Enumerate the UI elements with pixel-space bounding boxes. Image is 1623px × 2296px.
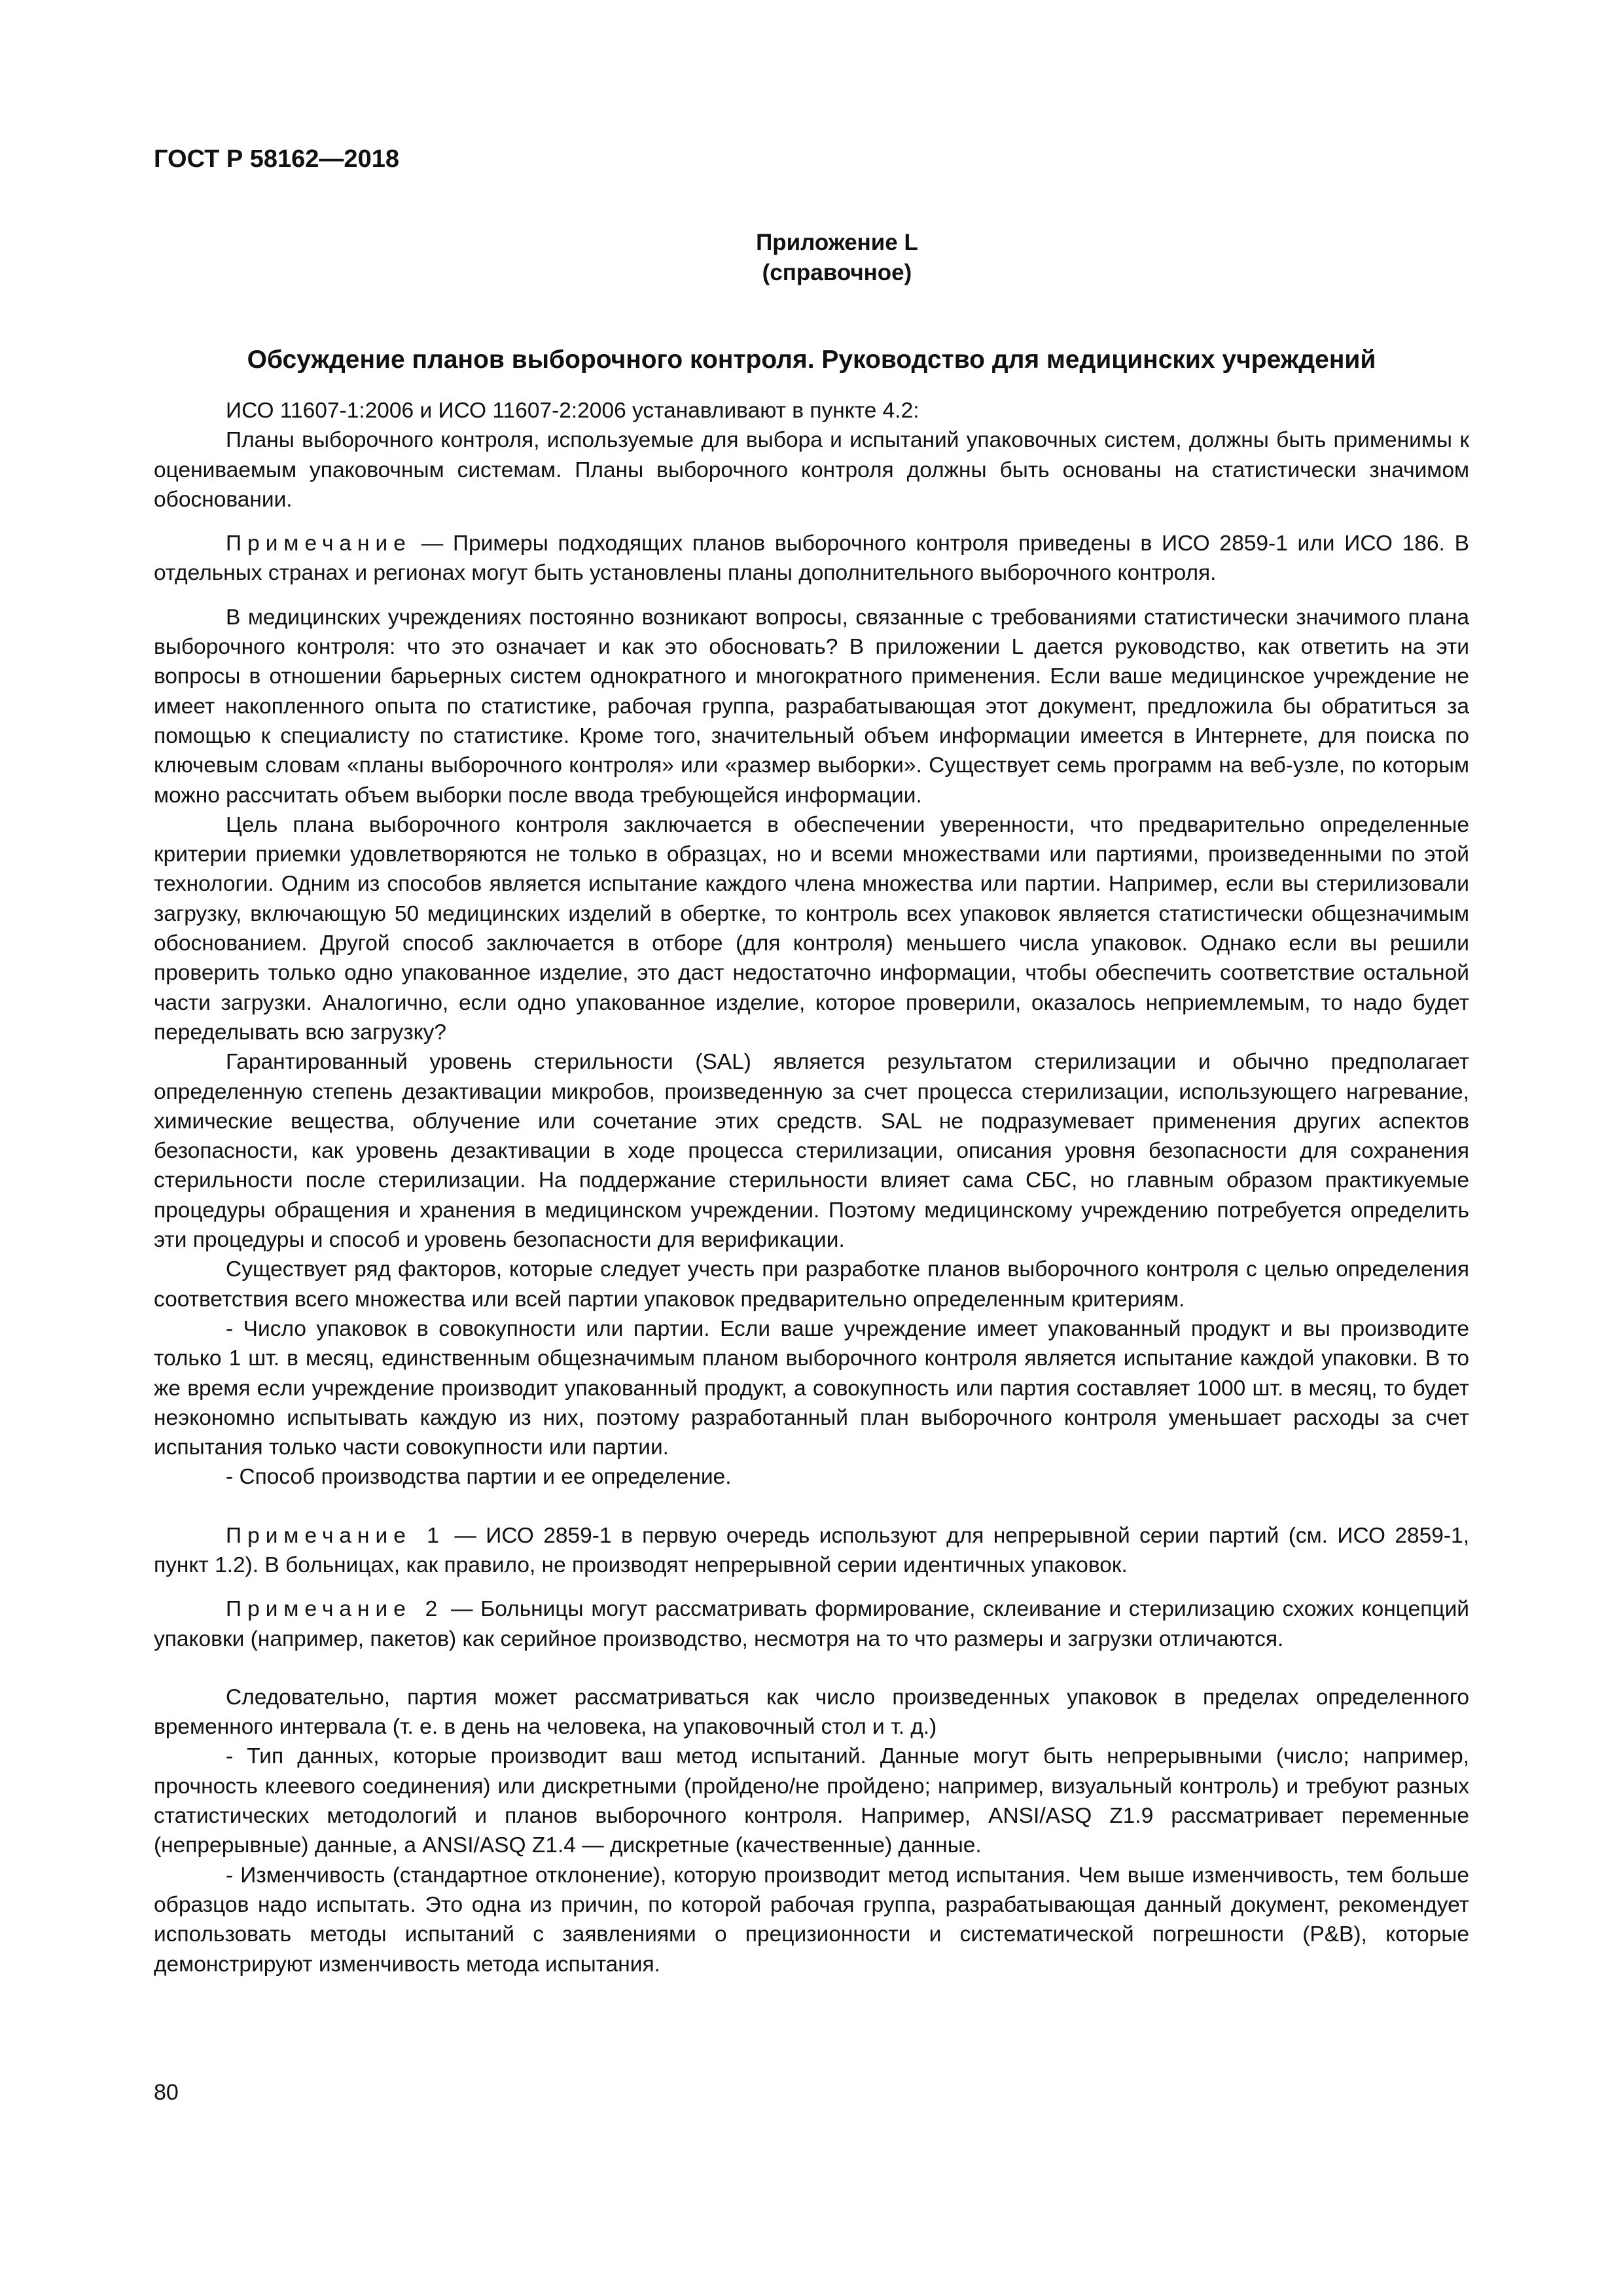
note-text: — Примеры подходящих планов выборочного контроля приведены в ИСО 2859-1 или ИСО 186. В отдельных странах и регионах могут быть установлены планы дополнительного выборочного контроля. <box>154 531 1469 586</box>
note-label: Примечание 1 <box>226 1523 445 1548</box>
paragraph: Существует ряд факторов, которые следует учесть при разработке планов выборочного контроля с целью определения соответствия всего множества или всей партии упаковок предварительно определенным критериям. <box>154 1257 1469 1312</box>
paragraph: Следовательно, партия может рассматриваться как число произведенных упаковок в пределах определенного временного интервала (т. е. в день на человека, на упаковочный стол и т. д.) <box>154 1685 1469 1740</box>
document-code-header: ГОСТ Р 58162—2018 <box>154 145 399 173</box>
paragraph: Гарантированный уровень стерильности (SAL) является результатом стерилизации и обычно предполагает определенную степень дезактивации микробов, произведенную за счет процесса стерилизации, использующего нагревание, химические вещества, облучение или сочетание этих средств. SAL не подразумевает применения других аспектов безопасности, как уровень дезактивации в ходе процесса стерилизации, описания уровня безопасности для сохранения стерильности после стерилизации. На поддержание стерильности влияет сама СБС, но главным образом практикуемые процедуры обращения и хранения в медицинском учреждении. Поэтому медицинскому учреждению потребуется определить эти процедуры и способ и уровень безопасности для верификации. <box>154 1050 1469 1253</box>
paragraph: Цель плана выборочного контроля заключается в обеспечении уверенности, что предварительно определенные критерии приемки удовлетворяются не только в образцах, но и всеми множествами или партиями, произведенными по этой технологии. Одним из способов является испытание каждого члена множества или партии. Например, если вы стерилизовали загрузку, включающую 50 медицинских изделий в обертке, то контроль всех упаковок является статистически общезначимым обоснованием. Другой способ заключается в отборе (для контроля) меньшего числа упаковок. Однако если вы решили проверить только одно упакованное изделие, это даст недостаточно информации, чтобы обеспечить соответствие остальной части загрузки. Аналогично, если одно упакованное изделие, которое проверили, оказалось неприемлемым, то надо будет переделывать всю загрузку? <box>154 812 1469 1045</box>
paragraph: ИСО 11607-1:2006 и ИСО 11607-2:2006 устанавливают в пункте 4.2: <box>226 399 919 423</box>
note-text: — ИСО 2859-1 в первую очередь используют для непрерывной серии партий (см. ИСО 2859-1, пункт 1.2). В больницах, как правило, не производят непрерывной серии идентичных упаковок. <box>154 1523 1469 1577</box>
section-title: Обсуждение планов выборочного контроля. Руководство для медицинских учреждений <box>247 346 1376 374</box>
paragraph: Планы выборочного контроля, используемые для выбора и испытаний упаковочных систем, должны быть применимы к оцениваемым упаковочным системам. Планы выборочного контроля должны быть основаны на статистически значимом обосновании. <box>154 428 1469 512</box>
appendix-label: Приложение L <box>756 230 918 255</box>
appendix-type: (справочное) <box>762 260 912 285</box>
paragraph: В медицинских учреждениях постоянно возникают вопросы, связанные с требованиями статистически значимого плана выборочного контроля: что это означает и как это обосновать? В приложении L дается руководство, как ответить на эти вопросы в отношении барьерных систем однократного и многократного применения. Если ваше медицинское учреждение не имеет накопленного опыта по статистике, рабочая группа, разрабатывающая этот документ, предложила бы обратиться за помощью к специалисту по статистике. Кроме того, значительный объем информации имеется в Интернете, для поиска по ключевым словам «планы выборочного контроля» или «размер выборки». Существует семь программ на веб-узле, по которым можно рассчитать объем выборки после ввода требующейся информации. <box>154 605 1469 808</box>
note-1 <box>154 1521 1469 1581</box>
page-number: 80 <box>154 2080 179 2105</box>
list-item: - Число упаковок в совокупности или партии. Если ваше учреждение имеет упакованный продукт и вы производите только 1 шт. в месяц, единственным общезначимым планом выборочного контроля является испытание каждой упаковки. В то же время если учреждение производит упакованный продукт, а совокупность или партия составляет 1000 шт. в месяц, то будет неэкономно испытывать каждую из них, поэтому разработанный план выборочного контроля уменьшает расходы за счет испытания только части совокупности или партии. <box>154 1316 1469 1460</box>
body-text <box>154 396 1469 1979</box>
note-text: — Больницы могут рассматривать формирование, склеивание и стерилизацию схожих концепций упаковки (например, пакетов) как серийное производство, несмотря на то что размеры и загрузки отличаются. <box>154 1597 1469 1651</box>
note-label: Примечание <box>226 531 412 556</box>
note <box>154 529 1469 588</box>
list-item: - Тип данных, которые производит ваш метод испытаний. Данные могут быть непрерывными (число; например, прочность клеевого соединения) или дискретными (пройдено/не пройдено; например, визуальный контроль) и требуют разных статистических методологий и планов выборочного контроля. Например, ANSI/ASQ Z1.9 рассматривает переменные (непрерывные) данные, а ANSI/ASQ Z1.4 — дискретные (качественные) данные. <box>154 1744 1469 1858</box>
list-item: - Изменчивость (стандартное отклонение), которую производит метод испытания. Чем выше изменчивость, тем больше образцов надо испытать. Это одна из причин, по которой рабочая группа, разрабатывающая данный документ, рекомендует использовать методы испытаний с заявлениями о прецизионности и систематической погрешности (P&B), которые демонстрируют изменчивость метода испытания. <box>154 1863 1469 1977</box>
list-item: - Способ производства партии и ее определение. <box>226 1465 732 1490</box>
appendix-heading <box>0 228 1623 288</box>
note-label: Примечание 2 <box>226 1597 444 1622</box>
note-2 <box>154 1594 1469 1654</box>
